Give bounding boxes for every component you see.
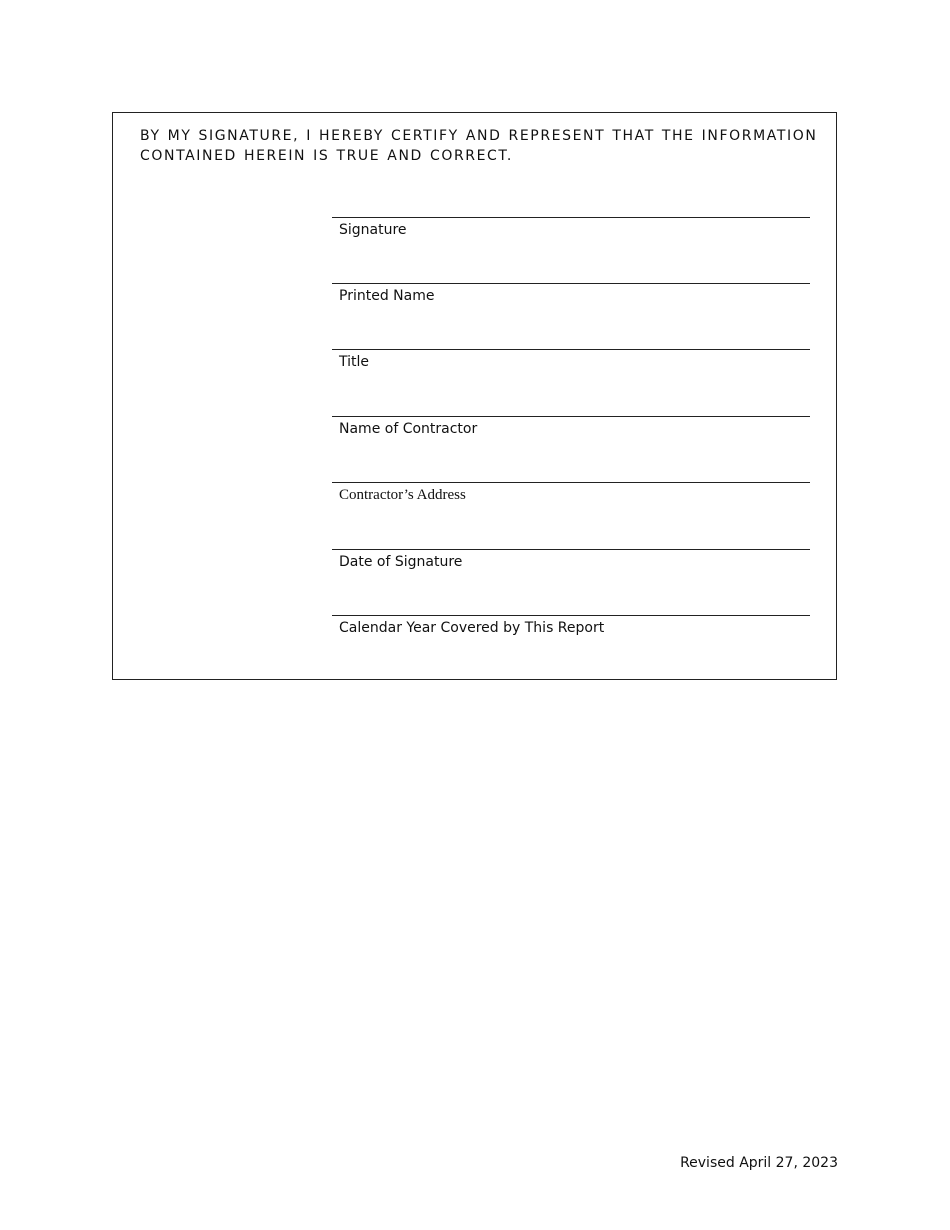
contractor-address-line[interactable] [332,482,810,504]
signature-label: Signature [339,222,407,238]
signature-line[interactable] [332,217,810,239]
date-of-signature-label: Date of Signature [339,554,463,570]
certification-box [112,112,837,680]
contractor-name-label: Name of Contractor [339,421,478,437]
contractor-name-line[interactable] [332,416,810,438]
title-line[interactable] [332,349,810,371]
printed-name-line[interactable] [332,283,810,305]
calendar-year-line[interactable] [332,615,810,637]
revision-date: Revised April 27, 2023 [680,1155,838,1171]
printed-name-label: Printed Name [339,288,435,304]
calendar-year-label: Calendar Year Covered by This Report [339,620,605,636]
title-label: Title [339,354,370,370]
date-of-signature-line[interactable] [332,549,810,571]
certification-statement: BY MY SIGNATURE, I HEREBY CERTIFY AND REPRESENT THAT THE INFORMATION CONTAINED HEREIN IS TRUE AND CORRECT. [140,128,818,164]
contractor-address-label: Contractor’s Address [339,487,466,503]
